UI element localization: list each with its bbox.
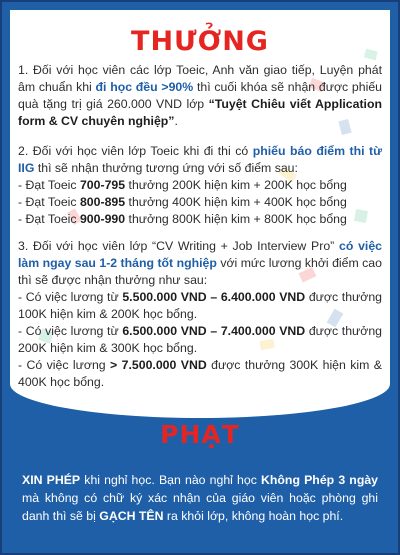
reward-1-intro: 1. Đối với học viên các lớp Toeic, Anh văn giao tiếp, Luyện phát âm chuẩn khi — [18, 63, 382, 94]
salary-tier: - Có việc lương từ 6.500.000 VND – 7.400.000 VND được thưởng 200K hiện kim & 300K học bổng. — [18, 324, 383, 355]
reward-2-intro: 2. Đối với học viên lớp Toeic khi đi thi có — [18, 144, 253, 158]
reward-1-course: “Tuyệt Chiêu viết Application form & CV chuyên nghiệp” — [18, 97, 382, 128]
reward-item-1 — [18, 62, 382, 130]
reward-1-end: . — [174, 114, 178, 128]
reward-3-condition: có việc làm ngay sau 1-2 tháng tốt nghiệp — [18, 239, 383, 270]
salary-tier: - Có việc lương từ 5.500.000 VND – 6.400.000 VND được thưởng 100K hiện kim & 200K học bổng. — [18, 290, 383, 321]
toeic-tier: - Đạt Toeic 700-795 thưởng 200K hiện kim + 200K học bổng — [18, 178, 347, 192]
xin-phep-label: XIN PHÉP — [22, 473, 81, 487]
thuong-heading: THƯỞNG — [131, 26, 269, 57]
toeic-score-range: 900-990 — [79, 212, 126, 226]
reward-1-condition: đi học đều >90% — [95, 80, 194, 94]
khong-phep-label: Không Phép 3 ngày — [261, 473, 379, 487]
salary-tier: - Có việc lương > 7.500.000 VND được thưởng 300K hiện kim & 400K học bổng. — [18, 358, 383, 389]
penalty-panel — [10, 445, 390, 545]
reward-item-2 — [18, 143, 382, 228]
toeic-score-range: 800-895 — [79, 195, 126, 209]
gach-ten-label: GẠCH TÊN — [99, 509, 164, 523]
reward-item-3 — [18, 238, 382, 391]
salary-range: 6.500.000 VND – 7.400.000 VND — [122, 324, 306, 338]
reward-3-intro: 3. Đối với học viên lớp “CV Writing + Job Interview Pro” — [18, 239, 339, 253]
reward-2-condition: phiếu báo điểm thi từ IIG — [18, 144, 382, 175]
reward-1-mid: thì cuối khóa sẽ nhận được phiếu quà tặng trị giá 260.000 VND lớp — [18, 80, 382, 111]
toeic-tier: - Đạt Toeic 900-990 thưởng 800K hiện kim + 800K học bổng — [18, 212, 347, 226]
reward-3-mid: với mức lương khởi điểm cao thì sẽ được nhận thưởng như sau: — [18, 256, 382, 287]
reward-2-mid: thì sẽ nhận thưởng tương ứng với số điểm sau: — [34, 161, 298, 175]
salary-range: > 7.500.000 VND — [110, 358, 207, 372]
phat-heading: PHẠT — [160, 420, 240, 449]
toeic-score-range: 700-795 — [79, 178, 126, 192]
penalty-text: XIN PHÉP khi nghỉ học. Bạn nào nghỉ học Không Phép 3 ngày mà không có chữ ký xác nhận của giáo viên hoặc phòng ghi danh thì sẽ bị GẠCH TÊN ra khỏi lớp, không hoàn học phí. — [22, 473, 379, 523]
salary-range: 5.500.000 VND – 6.400.000 VND — [122, 290, 306, 304]
toeic-tier: - Đạt Toeic 800-895 thưởng 400K hiện kim + 400K học bổng — [18, 195, 347, 209]
